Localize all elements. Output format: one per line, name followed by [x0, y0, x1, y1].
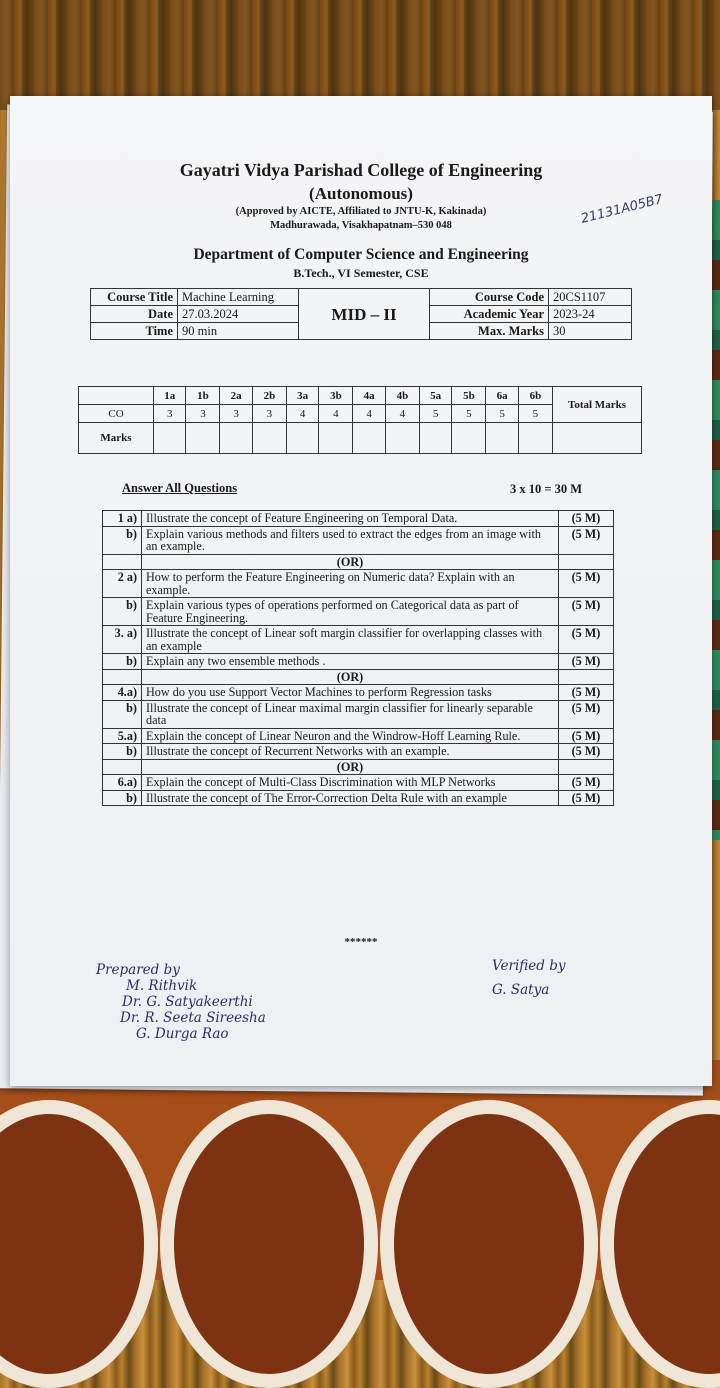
co-table-corner — [79, 387, 154, 405]
marks-cell — [186, 423, 220, 454]
question-row — [103, 744, 614, 760]
or-blank-cell — [559, 759, 614, 775]
question-number: b) — [103, 700, 142, 728]
marks-cell — [252, 423, 286, 454]
question-text: Illustrate the concept of Linear maximal margin classifier for linearly separable data — [142, 700, 559, 728]
co-value-cell: 4 — [353, 405, 385, 423]
question-number: 4.a) — [103, 685, 142, 701]
co-column-header: 5b — [452, 387, 486, 405]
or-separator-row — [103, 554, 614, 570]
question-marks: (5 M) — [559, 744, 614, 760]
or-label: (OR) — [142, 554, 559, 570]
question-row — [103, 570, 614, 598]
question-row — [103, 654, 614, 670]
co-marks-table — [78, 386, 642, 454]
preparer-name: Dr. R. Seeta Sireesha — [120, 1010, 266, 1026]
question-marks: (5 M) — [559, 526, 614, 554]
or-blank-cell — [103, 669, 142, 685]
co-value-cell: 4 — [286, 405, 318, 423]
question-number: b) — [103, 790, 142, 806]
roll-number-handwritten: 21131A05B7 — [579, 192, 665, 227]
ring-pattern — [600, 1100, 720, 1388]
preparer-name: G. Durga Rao — [136, 1026, 229, 1042]
marks-cell — [286, 423, 318, 454]
preparer-name: M. Rithvik — [126, 978, 198, 994]
or-label: (OR) — [142, 759, 559, 775]
cloth-background-top — [0, 0, 720, 110]
question-marks: (5 M) — [559, 775, 614, 791]
question-paper — [10, 96, 712, 1086]
exam-title: MID – II — [299, 289, 430, 340]
marks-cell — [220, 423, 252, 454]
time-label: Time — [91, 323, 178, 340]
ring-pattern — [0, 1100, 158, 1388]
or-label: (OR) — [142, 669, 559, 685]
question-text: How do you use Support Vector Machines to perform Regression tasks — [142, 685, 559, 701]
date-value: 27.03.2024 — [178, 306, 299, 323]
marks-cell — [353, 423, 385, 454]
address-line: Madhurawada, Visakhapatnam–530 048 — [270, 220, 452, 231]
date-label: Date — [91, 306, 178, 323]
course-title-label: Course Title — [91, 289, 178, 306]
semester-line: B.Tech., VI Semester, CSE — [293, 266, 429, 280]
ring-pattern — [160, 1100, 378, 1388]
ring-pattern — [380, 1100, 598, 1388]
co-column-header: 4b — [385, 387, 419, 405]
marks-cell — [452, 423, 486, 454]
academic-year-value: 2023-24 — [549, 306, 632, 323]
question-text: Illustrate the concept of Linear soft margin classifier for overlapping classes with an example — [142, 626, 559, 654]
co-value-cell: 4 — [319, 405, 353, 423]
question-marks: (5 M) — [559, 570, 614, 598]
course-code-label: Course Code — [430, 289, 549, 306]
question-number: 3. a) — [103, 626, 142, 654]
question-marks: (5 M) — [559, 654, 614, 670]
marks-row-label: Marks — [79, 423, 154, 454]
co-column-header: 1b — [186, 387, 220, 405]
college-name: Gayatri Vidya Parishad College of Engineering — [179, 160, 543, 180]
co-column-header: 6a — [486, 387, 518, 405]
question-marks: (5 M) — [559, 700, 614, 728]
co-value-cell: 3 — [186, 405, 220, 423]
co-column-header: 5a — [419, 387, 451, 405]
marks-cell — [154, 423, 186, 454]
question-text: Explain the concept of Multi-Class Discrimination with MLP Networks — [142, 775, 559, 791]
question-text: Illustrate the concept of Feature Engineering on Temporal Data. — [142, 511, 559, 527]
co-value-cell: 5 — [486, 405, 518, 423]
autonomous-label: (Autonomous) — [309, 184, 413, 203]
question-text: Illustrate the concept of Recurrent Networks with an example. — [142, 744, 559, 760]
marks-cell — [518, 423, 552, 454]
or-separator-row — [103, 759, 614, 775]
questions-table — [102, 510, 614, 806]
question-row — [103, 526, 614, 554]
preparer-name: Dr. G. Satyakeerthi — [122, 994, 253, 1010]
academic-year-label: Academic Year — [430, 306, 549, 323]
or-blank-cell — [559, 554, 614, 570]
question-number: b) — [103, 598, 142, 626]
co-value-cell: 3 — [154, 405, 186, 423]
co-value-cell: 3 — [252, 405, 286, 423]
question-row — [103, 775, 614, 791]
question-number: b) — [103, 744, 142, 760]
total-marks-header: Total Marks — [553, 387, 642, 423]
question-row — [103, 685, 614, 701]
question-row — [103, 511, 614, 527]
prepared-by-signature — [96, 962, 266, 1042]
marks-cell — [319, 423, 353, 454]
co-value-cell: 5 — [419, 405, 451, 423]
question-text: Explain any two ensemble methods . — [142, 654, 559, 670]
co-value-cell: 3 — [220, 405, 252, 423]
question-number: 6.a) — [103, 775, 142, 791]
question-marks: (5 M) — [559, 728, 614, 744]
co-value-cell: 5 — [452, 405, 486, 423]
co-column-header: 1a — [154, 387, 186, 405]
course-title-value: Machine Learning — [178, 289, 299, 306]
approval-line: (Approved by AICTE, Affiliated to JNTU-K, Kakinada) — [235, 206, 487, 217]
co-row-label: CO — [79, 405, 154, 423]
question-number: b) — [103, 654, 142, 670]
co-column-header: 3a — [286, 387, 318, 405]
question-marks: (5 M) — [559, 626, 614, 654]
or-separator-row — [103, 669, 614, 685]
course-code-value: 20CS1107 — [549, 289, 632, 306]
question-marks: (5 M) — [559, 790, 614, 806]
time-value: 90 min — [178, 323, 299, 340]
co-column-header: 2a — [220, 387, 252, 405]
question-row — [103, 598, 614, 626]
co-column-header: 6b — [518, 387, 552, 405]
marks-cell — [486, 423, 518, 454]
question-row — [103, 700, 614, 728]
question-text: Illustrate the concept of The Error-Correction Delta Rule with an example — [142, 790, 559, 806]
co-value-cell: 5 — [518, 405, 552, 423]
question-number: 5.a) — [103, 728, 142, 744]
question-number: 1 a) — [103, 511, 142, 527]
question-text: How to perform the Feature Engineering on Numeric data? Explain with an example. — [142, 570, 559, 598]
question-number: 2 a) — [103, 570, 142, 598]
verified-by-signature — [492, 958, 565, 998]
course-info-table — [90, 288, 632, 340]
verified-by-label: Verified by — [492, 958, 566, 974]
or-blank-cell — [103, 554, 142, 570]
question-row — [103, 626, 614, 654]
question-text: Explain the concept of Linear Neuron and the Windrow-Hoff Learning Rule. — [142, 728, 559, 744]
question-text: Explain various methods and filters used to extract the edges from an image with an example. — [142, 526, 559, 554]
co-column-header: 3b — [319, 387, 353, 405]
question-row — [103, 790, 614, 806]
or-blank-cell — [559, 669, 614, 685]
question-text: Explain various types of operations performed on Categorical data as part of Feature Engineering. — [142, 598, 559, 626]
answer-all-instruction: Answer All Questions — [122, 481, 238, 495]
co-column-header: 2b — [252, 387, 286, 405]
question-row — [103, 728, 614, 744]
end-stars: ****** — [344, 936, 378, 948]
max-marks-label: Max. Marks — [430, 323, 549, 340]
co-value-cell: 4 — [385, 405, 419, 423]
max-marks-value: 30 — [549, 323, 632, 340]
marks-cell — [385, 423, 419, 454]
question-number: b) — [103, 526, 142, 554]
question-marks: (5 M) — [559, 685, 614, 701]
or-blank-cell — [103, 759, 142, 775]
marks-cell — [419, 423, 451, 454]
department-title: Department of Computer Science and Engineering — [193, 246, 529, 263]
question-marks: (5 M) — [559, 598, 614, 626]
marks-scheme: 3 x 10 = 30 M — [510, 482, 583, 496]
total-marks-cell — [553, 423, 642, 454]
co-column-header: 4a — [353, 387, 385, 405]
verifier-name: G. Satya — [492, 982, 550, 998]
prepared-by-label: Prepared by — [96, 962, 180, 978]
question-marks: (5 M) — [559, 511, 614, 527]
